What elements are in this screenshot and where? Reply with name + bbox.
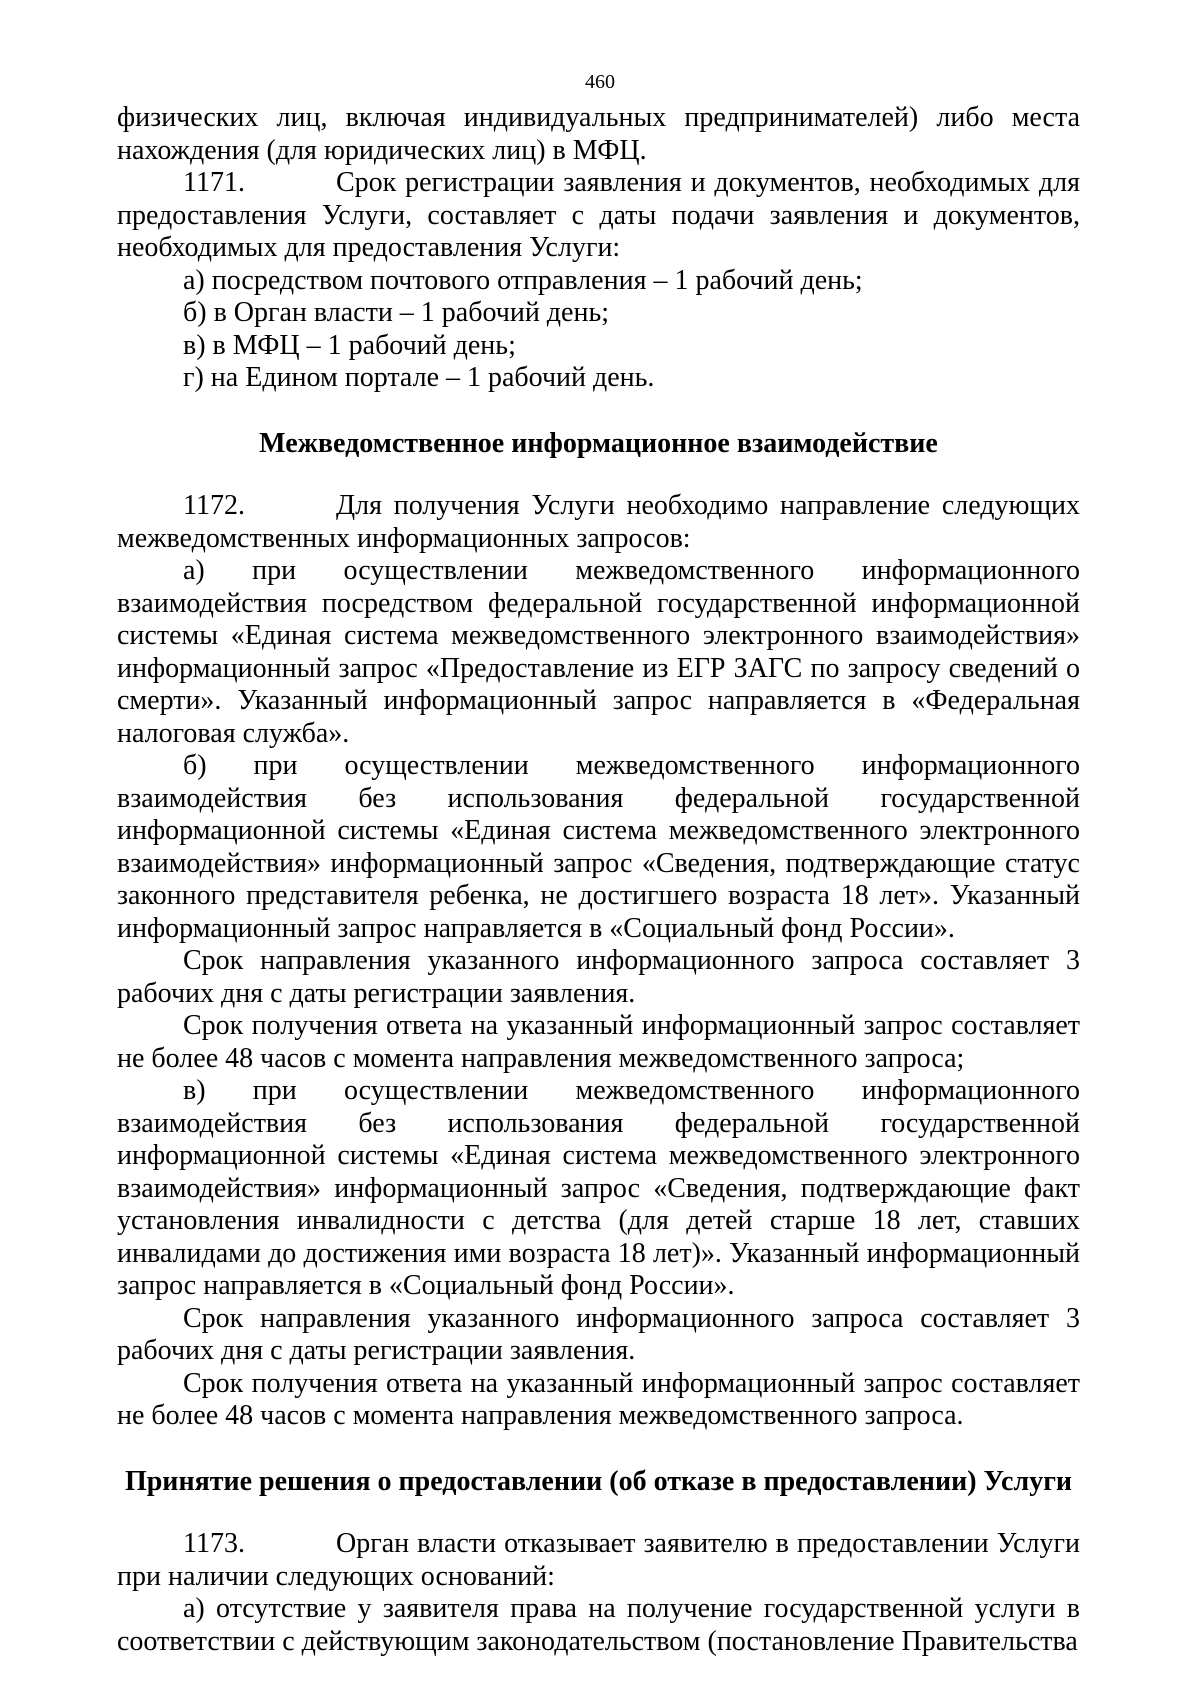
- clause-text: Орган власти отказывает заявителю в предоставлении Услуги при наличии следующих оснований:: [117, 1528, 1080, 1592]
- clause-text: Для получения Услуги необходимо направление следующих межведомственных информационных запросов:: [117, 490, 1080, 554]
- clause-1173: [117, 1528, 1080, 1593]
- paragraph: Срок направления указанного информационного запроса составляет 3 рабочих дня с даты регистрации заявления.: [117, 945, 1080, 1009]
- clause-text: Срок регистрации заявления и документов, необходимых для предоставления Услуги, составляет с даты подачи заявления и документов, необходимых для предоставления Услуги:: [117, 167, 1080, 263]
- section-heading: Принятие решения о предоставлении (об отказе в предоставлении) Услуги: [124, 1465, 1073, 1497]
- document-body: [117, 102, 1080, 1658]
- paragraph: а) отсутствие у заявителя права на получение государственной услуги в соответствии с действующим законодательством (постановление Правительства: [117, 1593, 1080, 1657]
- clause-number: 1171.: [183, 167, 245, 198]
- page-number: 460: [585, 71, 615, 93]
- list-item: г) на Едином портале – 1 рабочий день.: [183, 362, 655, 393]
- section-heading: Межведомственное информационное взаимодействие: [259, 427, 938, 459]
- clause-1172: [117, 490, 1080, 555]
- list-item: в) в МФЦ – 1 рабочий день;: [183, 329, 516, 361]
- paragraph: а) при осуществлении межведомственного информационного взаимодействия посредством федеральной государственной информационной системы «Единая система межведомственного электронного взаимодействия» информационный запрос «Предоставление из ЕГР ЗАГС по запросу сведений о смерти». Указанный информационный запрос направляется в «Федеральная налоговая служба».: [117, 555, 1080, 749]
- clause-number: 1173.: [183, 1528, 245, 1559]
- paragraph: Срок получения ответа на указанный информационный запрос составляет не более 48 часов с момента направления межведомственного запроса.: [117, 1367, 1080, 1431]
- paragraph: б) при осуществлении межведомственного информационного взаимодействия без использования федеральной государственной информационной системы «Единая система межведомственного электронного взаимодействия» информационный запрос «Сведения, подтверждающие статус законного представителя ребенка, не достигшего возраста 18 лет». Указанный информационный запрос направляется в «Социальный фонд России».: [117, 750, 1080, 944]
- paragraph: Срок направления указанного информационного запроса составляет 3 рабочих дня с даты регистрации заявления.: [117, 1302, 1080, 1366]
- clause-1171: [117, 167, 1080, 265]
- paragraph: Срок получения ответа на указанный информационный запрос составляет не более 48 часов с момента направления межведомственного запроса;: [117, 1010, 1080, 1074]
- list-item: б) в Орган власти – 1 рабочий день;: [183, 297, 610, 328]
- clause-number: 1172.: [183, 490, 245, 521]
- list-item: а) посредством почтового отправления – 1 рабочий день;: [183, 264, 863, 296]
- paragraph: в) при осуществлении межведомственного информационного взаимодействия без использования федеральной государственной информационной системы «Единая система межведомственного электронного взаимодействия» информационный запрос «Сведения, подтверждающие факт установления инвалидности с детства (для детей старше 18 лет, ставших инвалидами до достижения ими возраста 18 лет)». Указанный информационный запрос направляется в «Социальный фонд России».: [117, 1075, 1080, 1301]
- paragraph: физических лиц, включая индивидуальных предпринимателей) либо места нахождения (для юридических лиц) в МФЦ.: [117, 102, 1080, 166]
